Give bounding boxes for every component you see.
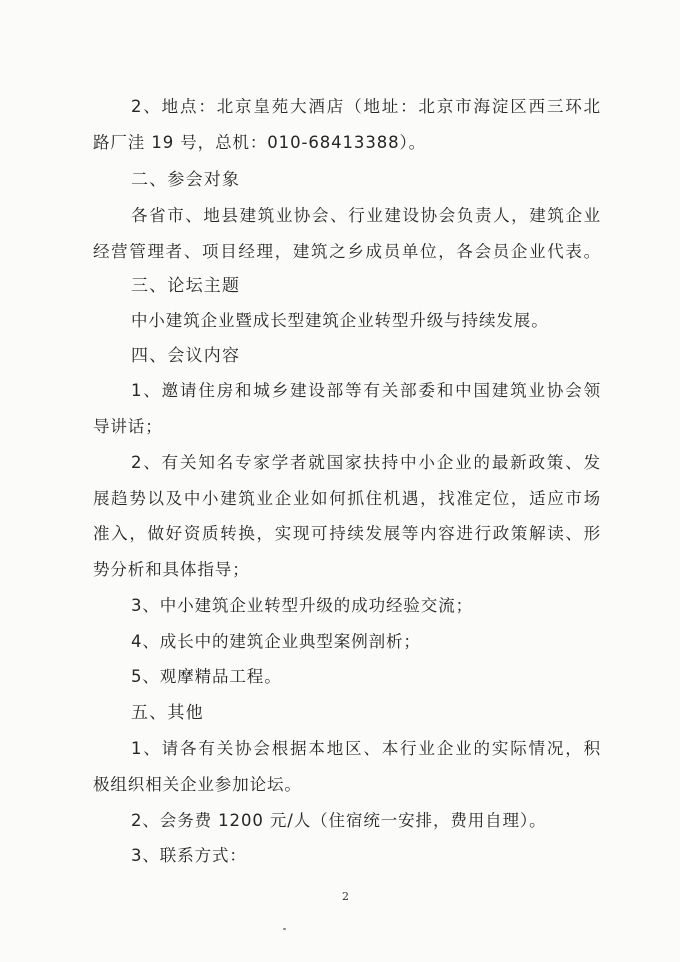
attendees-line-1: 各省市、地县建筑业协会、行业建设协会负责人，建筑企业 <box>131 206 601 225</box>
content-item-3: 3、中小建筑企业转型升级的成功经验交流； <box>131 596 473 615</box>
venue-line-1: 2、地点：北京皇苑大酒店（地址：北京市海淀区西三环北 <box>131 97 601 116</box>
content-item-2-line-3: 准入，做好资质转换，实现可持续发展等内容进行政策解读、形 <box>93 524 601 543</box>
other-item-3-contact: 3、联系方式： <box>131 846 247 865</box>
other-item-1-line-2: 极组织相关企业参加论坛。 <box>93 775 302 794</box>
content-item-5: 5、观摩精品工程。 <box>131 667 282 686</box>
content-item-2-line-1: 2、有关知名专家学者就国家扶持中小企业的最新政策、发 <box>131 453 601 472</box>
attendees-line-2: 经营管理者、项目经理，建筑之乡成员单位，各会员企业代表。 <box>93 242 601 261</box>
scan-speck <box>283 928 286 930</box>
page-number: 2 <box>342 890 349 903</box>
section-heading-attendees: 二、参会对象 <box>131 170 241 190</box>
content-item-4: 4、成长中的建筑企业典型案例剖析； <box>131 632 421 651</box>
venue-line-2: 路厂洼 19 号，总机：010-68413388）。 <box>93 133 427 152</box>
other-item-2-fee: 2、会务费 1200 元/人（住宿统一安排，费用自理）。 <box>131 811 547 830</box>
other-item-1-line-1: 1、请各有关协会根据本地区、本行业企业的实际情况，积 <box>131 739 601 758</box>
content-item-1-line-2: 导讲话； <box>93 417 163 436</box>
content-item-1-line-1: 1、邀请住房和城乡建设部等有关部委和中国建筑业协会领 <box>131 381 601 400</box>
section-heading-other: 五、其他 <box>131 703 204 723</box>
section-heading-forum-theme: 三、论坛主题 <box>131 276 241 296</box>
content-item-2-line-4: 势分析和具体指导； <box>93 560 250 579</box>
content-item-2-line-2: 展趋势以及中小建筑业企业如何抓住机遇，找准定位，适应市场 <box>93 489 601 508</box>
section-heading-meeting-content: 四、会议内容 <box>131 346 241 366</box>
forum-theme-text: 中小建筑企业暨成长型建筑企业转型升级与持续发展。 <box>131 311 549 330</box>
